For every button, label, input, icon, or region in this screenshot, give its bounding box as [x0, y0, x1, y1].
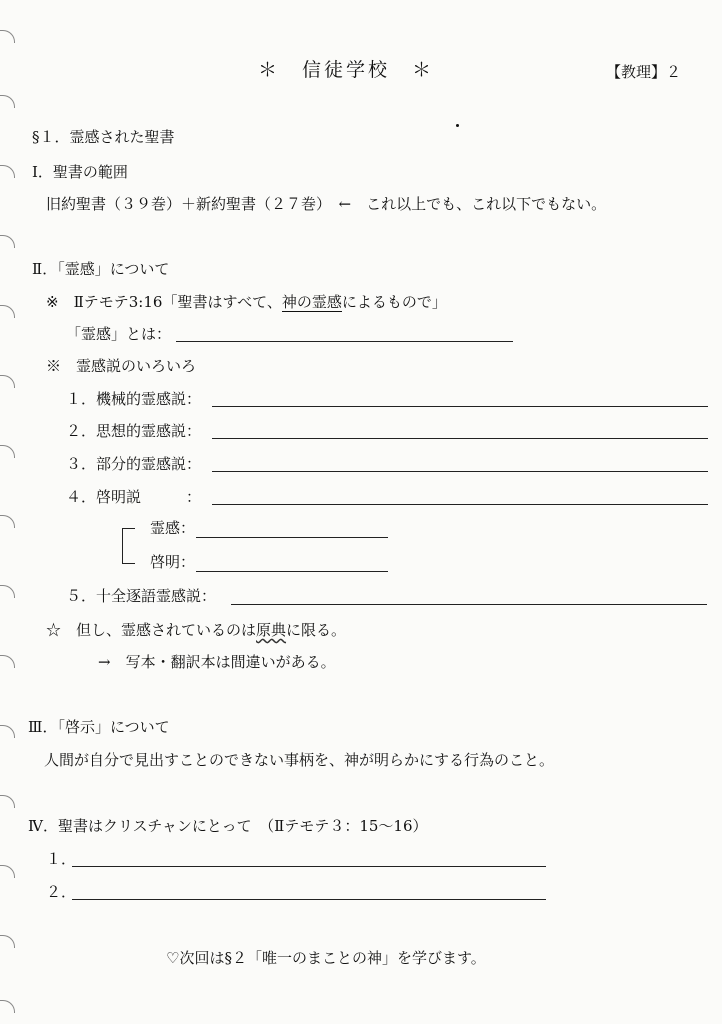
note-suffix: に限る。 — [286, 621, 347, 639]
part4-heading: Ⅳ．聖書はクリスチャンにとって （Ⅱテモテ３：15〜16） — [28, 817, 428, 835]
theory-4: ４．啓明説 ： — [66, 488, 202, 506]
sub-item-2: 啓明： — [150, 553, 196, 571]
verse-underlined: 神の霊感 — [281, 293, 342, 311]
sub-item-1: 霊感： — [150, 519, 196, 537]
verse-suffix: によるもので」 — [341, 293, 447, 311]
page-tag: 【教理】２ — [606, 63, 682, 81]
page-title: ＊ 信徒学校 ＊ — [258, 59, 435, 81]
definition-blank[interactable] — [176, 341, 513, 342]
theories-heading: ※ 霊感説のいろいろ — [46, 357, 197, 375]
definition-label: 「霊感」とは： — [66, 325, 172, 343]
part4-item-2: ２． — [46, 883, 77, 901]
part4-item-2-blank[interactable] — [72, 899, 546, 900]
theory-1-blank[interactable] — [212, 406, 708, 407]
verse-line — [46, 292, 447, 312]
theory-2: ２．思想的霊感説： — [66, 422, 202, 440]
part4-item-1-blank[interactable] — [72, 866, 546, 867]
part1-heading: Ⅰ．聖書の範囲 — [32, 163, 128, 181]
sub-bracket — [122, 528, 135, 564]
sub-item-1-blank[interactable] — [196, 537, 388, 538]
footer-note: ♡次回は§２「唯一のまことの神」を学びます。 — [166, 949, 486, 967]
note-line — [46, 620, 346, 640]
theory-3-blank[interactable] — [212, 471, 708, 472]
theory-2-blank[interactable] — [212, 438, 708, 439]
part3-heading: Ⅲ．「啓示」について — [28, 718, 170, 736]
stray-dot — [456, 124, 459, 127]
part3-text: 人間が自分で見出すことのできない事柄を、神が明らかにする行為のこと。 — [44, 751, 555, 769]
theory-5: ５．十全逐語霊感説： — [66, 587, 217, 605]
theory-3: ３．部分的霊感説： — [66, 455, 202, 473]
sub-item-2-blank[interactable] — [196, 571, 388, 572]
theory-4-blank[interactable] — [212, 504, 708, 505]
verse-prefix: ※ Ⅱテモテ3:16「聖書はすべて、 — [46, 293, 282, 311]
theory-1: １．機械的霊感説： — [66, 390, 202, 408]
section-heading: §１．霊感された聖書 — [32, 128, 175, 146]
part2-heading: Ⅱ．「霊感」について — [32, 260, 170, 278]
note-2: → 写本・翻訳本は間違いがある。 — [98, 653, 336, 671]
note-wavy: 原典 — [256, 621, 287, 639]
theory-5-blank[interactable] — [231, 604, 707, 605]
part1-line: 旧約聖書（３９巻）＋新約聖書（２７巻） ← これ以上でも、これ以下でもない。 — [46, 195, 607, 213]
note-prefix: ☆ 但し、霊感されているのは — [46, 621, 257, 639]
part4-item-1: １． — [46, 850, 77, 868]
